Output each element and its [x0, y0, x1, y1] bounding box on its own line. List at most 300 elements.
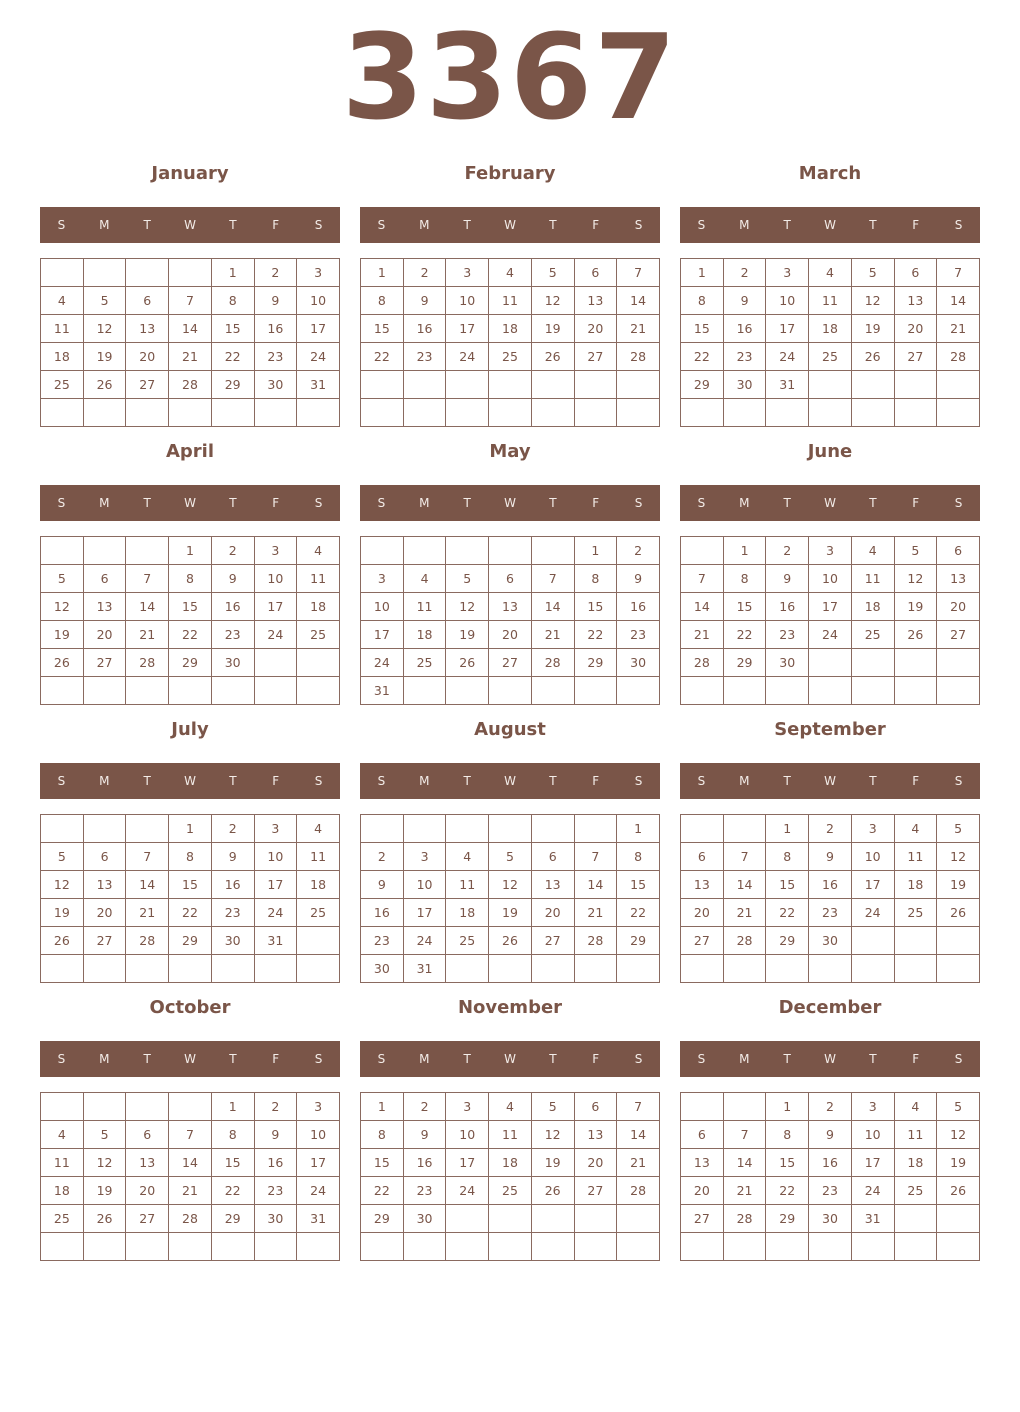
day-cell: 2 — [809, 815, 852, 843]
day-cell: 28 — [169, 371, 212, 399]
weekday-header — [40, 207, 340, 243]
day-cell: 18 — [809, 315, 852, 343]
day-cell: 31 — [254, 927, 297, 955]
empty-day-cell — [254, 649, 297, 677]
weekday-header — [680, 1041, 980, 1077]
empty-day-cell — [489, 537, 532, 565]
weekday-label: W — [824, 496, 836, 510]
day-cell: 8 — [361, 1121, 404, 1149]
day-cell: 12 — [851, 287, 894, 315]
day-cell: 15 — [723, 593, 766, 621]
week-row — [361, 871, 660, 899]
day-cell: 6 — [574, 1093, 617, 1121]
day-cell: 19 — [531, 1149, 574, 1177]
day-cell: 21 — [574, 899, 617, 927]
empty-day-cell — [809, 649, 852, 677]
day-cell: 12 — [531, 287, 574, 315]
month-name: March — [798, 163, 862, 184]
day-cell: 12 — [83, 1149, 126, 1177]
day-cell: 20 — [681, 1177, 724, 1205]
week-row — [681, 815, 980, 843]
weekday-label: W — [504, 1052, 516, 1066]
empty-day-cell — [403, 1233, 446, 1261]
week-row — [41, 259, 340, 287]
weekday-label: T — [463, 218, 471, 232]
day-cell: 27 — [83, 927, 126, 955]
week-row — [361, 1233, 660, 1261]
weekday-label: T — [783, 774, 791, 788]
weekday-label: S — [377, 774, 386, 788]
day-cell: 26 — [937, 899, 980, 927]
weekday-label: T — [229, 1052, 237, 1066]
empty-day-cell — [403, 537, 446, 565]
empty-day-cell — [211, 955, 254, 983]
day-cell: 21 — [531, 621, 574, 649]
weekday-label: S — [377, 218, 386, 232]
day-cell: 29 — [766, 1205, 809, 1233]
weekday-label: T — [869, 1052, 877, 1066]
day-cell: 21 — [681, 621, 724, 649]
day-cell: 27 — [574, 1177, 617, 1205]
week-row — [681, 1121, 980, 1149]
day-cell: 25 — [297, 621, 340, 649]
week-row — [681, 955, 980, 983]
day-cell: 22 — [211, 343, 254, 371]
day-cell: 7 — [531, 565, 574, 593]
day-cell: 29 — [169, 927, 212, 955]
empty-day-cell — [681, 1093, 724, 1121]
day-cell: 22 — [617, 899, 660, 927]
week-row — [681, 1233, 980, 1261]
day-cell: 27 — [126, 371, 169, 399]
day-cell: 4 — [894, 1093, 937, 1121]
day-cell: 27 — [894, 343, 937, 371]
day-cell: 6 — [894, 259, 937, 287]
day-cell: 28 — [723, 927, 766, 955]
day-cell: 1 — [169, 815, 212, 843]
day-cell: 16 — [809, 1149, 852, 1177]
day-cell: 3 — [809, 537, 852, 565]
weekday-label: F — [592, 496, 600, 510]
day-cell: 8 — [766, 1121, 809, 1149]
empty-day-cell — [446, 955, 489, 983]
day-cell: 8 — [361, 287, 404, 315]
month-name: January — [151, 163, 229, 184]
day-cell: 14 — [169, 1149, 212, 1177]
empty-day-cell — [809, 955, 852, 983]
empty-day-cell — [403, 677, 446, 705]
weekday-label: S — [697, 496, 706, 510]
weekday-label: T — [463, 1052, 471, 1066]
empty-day-cell — [83, 1093, 126, 1121]
day-cell: 5 — [851, 259, 894, 287]
day-grid — [40, 1092, 340, 1261]
day-cell: 22 — [169, 621, 212, 649]
day-cell: 1 — [211, 259, 254, 287]
day-cell: 15 — [361, 315, 404, 343]
week-row — [361, 315, 660, 343]
day-cell: 22 — [723, 621, 766, 649]
week-row — [681, 621, 980, 649]
day-cell: 21 — [617, 1149, 660, 1177]
week-row — [41, 1205, 340, 1233]
day-cell: 14 — [681, 593, 724, 621]
day-cell: 20 — [574, 1149, 617, 1177]
day-cell: 18 — [851, 593, 894, 621]
week-row — [361, 899, 660, 927]
empty-day-cell — [574, 399, 617, 427]
day-cell: 29 — [169, 649, 212, 677]
day-cell: 1 — [361, 1093, 404, 1121]
day-cell: 22 — [361, 1177, 404, 1205]
empty-day-cell — [809, 371, 852, 399]
weekday-label: M — [99, 496, 110, 510]
empty-day-cell — [723, 1093, 766, 1121]
day-cell: 9 — [617, 565, 660, 593]
empty-day-cell — [126, 815, 169, 843]
weekday-label: F — [592, 1052, 600, 1066]
weekday-label: W — [504, 496, 516, 510]
day-cell: 23 — [723, 343, 766, 371]
day-cell: 8 — [574, 565, 617, 593]
day-cell: 30 — [723, 371, 766, 399]
day-grid — [360, 1092, 660, 1261]
day-cell: 27 — [83, 649, 126, 677]
day-cell: 30 — [403, 1205, 446, 1233]
weekday-header — [40, 763, 340, 799]
week-row — [361, 649, 660, 677]
day-cell: 20 — [126, 1177, 169, 1205]
day-cell: 2 — [361, 843, 404, 871]
day-cell: 17 — [809, 593, 852, 621]
day-cell: 25 — [41, 1205, 84, 1233]
empty-day-cell — [446, 399, 489, 427]
day-cell: 23 — [809, 899, 852, 927]
month-name: November — [457, 997, 563, 1018]
day-cell: 21 — [937, 315, 980, 343]
day-cell: 16 — [723, 315, 766, 343]
weekday-label: T — [463, 496, 471, 510]
day-cell: 4 — [41, 1121, 84, 1149]
empty-day-cell — [446, 1205, 489, 1233]
empty-day-cell — [723, 815, 766, 843]
day-cell: 23 — [361, 927, 404, 955]
weekday-label: W — [184, 218, 196, 232]
week-row — [41, 1121, 340, 1149]
day-cell: 20 — [489, 621, 532, 649]
day-cell: 11 — [489, 287, 532, 315]
empty-day-cell — [489, 1233, 532, 1261]
empty-day-cell — [574, 815, 617, 843]
day-cell: 10 — [766, 287, 809, 315]
day-cell: 8 — [766, 843, 809, 871]
week-row — [681, 677, 980, 705]
day-cell: 17 — [851, 1149, 894, 1177]
day-grid — [680, 536, 980, 705]
weekday-label: S — [57, 774, 66, 788]
week-row — [681, 1149, 980, 1177]
day-cell: 24 — [361, 649, 404, 677]
empty-day-cell — [126, 677, 169, 705]
empty-day-cell — [41, 399, 84, 427]
day-cell: 25 — [851, 621, 894, 649]
empty-day-cell — [937, 677, 980, 705]
week-row — [41, 621, 340, 649]
week-row — [361, 1177, 660, 1205]
day-cell: 14 — [617, 1121, 660, 1149]
week-row — [361, 621, 660, 649]
day-cell: 11 — [41, 315, 84, 343]
day-cell: 14 — [723, 1149, 766, 1177]
day-cell: 20 — [681, 899, 724, 927]
day-cell: 30 — [809, 1205, 852, 1233]
day-cell: 15 — [766, 1149, 809, 1177]
weekday-label: S — [57, 218, 66, 232]
day-cell: 12 — [489, 871, 532, 899]
weekday-header — [40, 485, 340, 521]
day-cell: 10 — [403, 871, 446, 899]
day-cell: 9 — [723, 287, 766, 315]
weekday-label: F — [272, 218, 280, 232]
empty-day-cell — [574, 955, 617, 983]
day-cell: 16 — [211, 593, 254, 621]
empty-day-cell — [403, 815, 446, 843]
weekday-label: F — [272, 1052, 280, 1066]
week-row — [41, 815, 340, 843]
day-cell: 5 — [83, 287, 126, 315]
week-row — [361, 1121, 660, 1149]
week-row — [41, 871, 340, 899]
day-cell: 11 — [894, 843, 937, 871]
week-row — [361, 593, 660, 621]
week-row — [41, 537, 340, 565]
day-cell: 10 — [254, 565, 297, 593]
weekday-label: F — [912, 774, 920, 788]
empty-day-cell — [83, 399, 126, 427]
week-row — [41, 843, 340, 871]
day-cell: 17 — [446, 315, 489, 343]
day-cell: 30 — [809, 927, 852, 955]
day-cell: 17 — [403, 899, 446, 927]
day-cell: 24 — [254, 621, 297, 649]
day-cell: 12 — [894, 565, 937, 593]
day-cell: 11 — [489, 1121, 532, 1149]
empty-day-cell — [809, 399, 852, 427]
day-cell: 1 — [169, 537, 212, 565]
weekday-label: S — [697, 774, 706, 788]
weekday-label: W — [824, 218, 836, 232]
empty-day-cell — [937, 927, 980, 955]
empty-day-cell — [766, 399, 809, 427]
empty-day-cell — [937, 371, 980, 399]
day-cell: 15 — [681, 315, 724, 343]
day-cell: 29 — [574, 649, 617, 677]
month-name: April — [165, 441, 215, 462]
day-cell: 1 — [617, 815, 660, 843]
weekday-label: F — [912, 496, 920, 510]
day-cell: 19 — [41, 621, 84, 649]
empty-day-cell — [83, 955, 126, 983]
day-cell: 31 — [297, 371, 340, 399]
day-cell: 18 — [894, 871, 937, 899]
day-cell: 16 — [403, 1149, 446, 1177]
day-cell: 25 — [894, 1177, 937, 1205]
empty-day-cell — [723, 677, 766, 705]
weekday-label: M — [419, 1052, 430, 1066]
day-cell: 16 — [809, 871, 852, 899]
week-row — [681, 899, 980, 927]
day-cell: 24 — [446, 343, 489, 371]
day-cell: 3 — [297, 1093, 340, 1121]
day-cell: 10 — [297, 287, 340, 315]
day-cell: 27 — [489, 649, 532, 677]
day-cell: 21 — [617, 315, 660, 343]
empty-day-cell — [297, 677, 340, 705]
day-cell: 10 — [446, 287, 489, 315]
day-cell: 25 — [894, 899, 937, 927]
day-cell: 31 — [297, 1205, 340, 1233]
day-cell: 31 — [403, 955, 446, 983]
empty-day-cell — [41, 677, 84, 705]
empty-day-cell — [446, 1233, 489, 1261]
weekday-label: M — [739, 218, 750, 232]
day-cell: 10 — [254, 843, 297, 871]
week-row — [361, 1093, 660, 1121]
day-cell: 15 — [211, 1149, 254, 1177]
day-cell: 9 — [211, 843, 254, 871]
empty-day-cell — [937, 955, 980, 983]
weekday-label: S — [57, 1052, 66, 1066]
weekday-label: S — [634, 774, 643, 788]
day-cell: 8 — [617, 843, 660, 871]
weekday-header — [360, 763, 660, 799]
day-cell: 3 — [297, 259, 340, 287]
day-cell: 3 — [254, 537, 297, 565]
weekday-label: S — [314, 1052, 323, 1066]
empty-day-cell — [297, 955, 340, 983]
empty-day-cell — [169, 399, 212, 427]
empty-day-cell — [617, 371, 660, 399]
day-cell: 13 — [681, 1149, 724, 1177]
empty-day-cell — [446, 371, 489, 399]
day-cell: 5 — [937, 815, 980, 843]
day-cell: 2 — [403, 259, 446, 287]
day-cell: 27 — [937, 621, 980, 649]
day-cell: 19 — [937, 1149, 980, 1177]
weekday-header — [40, 1041, 340, 1077]
weekday-label: M — [739, 1052, 750, 1066]
week-row — [41, 287, 340, 315]
day-cell: 4 — [297, 537, 340, 565]
empty-day-cell — [41, 259, 84, 287]
day-cell: 19 — [41, 899, 84, 927]
weekday-label: F — [592, 774, 600, 788]
day-cell: 15 — [361, 1149, 404, 1177]
day-cell: 22 — [361, 343, 404, 371]
day-cell: 14 — [126, 871, 169, 899]
day-cell: 3 — [446, 259, 489, 287]
day-cell: 14 — [723, 871, 766, 899]
day-cell: 17 — [297, 1149, 340, 1177]
empty-day-cell — [446, 815, 489, 843]
day-cell: 9 — [361, 871, 404, 899]
day-cell: 26 — [851, 343, 894, 371]
day-cell: 7 — [723, 1121, 766, 1149]
day-cell: 14 — [531, 593, 574, 621]
day-cell: 21 — [723, 899, 766, 927]
day-cell: 17 — [254, 871, 297, 899]
weekday-label: W — [824, 1052, 836, 1066]
day-cell: 13 — [574, 1121, 617, 1149]
weekday-label: T — [549, 496, 557, 510]
empty-day-cell — [809, 677, 852, 705]
day-cell: 31 — [766, 371, 809, 399]
empty-day-cell — [851, 649, 894, 677]
weekday-label: M — [99, 1052, 110, 1066]
week-row — [681, 1177, 980, 1205]
week-row — [361, 371, 660, 399]
empty-day-cell — [531, 815, 574, 843]
day-cell: 8 — [723, 565, 766, 593]
weekday-label: S — [954, 774, 963, 788]
day-grid — [680, 1092, 980, 1261]
day-cell: 2 — [403, 1093, 446, 1121]
day-cell: 7 — [617, 259, 660, 287]
day-cell: 23 — [403, 1177, 446, 1205]
weekday-label: T — [143, 1052, 151, 1066]
empty-day-cell — [489, 815, 532, 843]
day-cell: 5 — [531, 1093, 574, 1121]
day-cell: 15 — [211, 315, 254, 343]
day-cell: 28 — [617, 343, 660, 371]
day-cell: 26 — [41, 927, 84, 955]
day-cell: 16 — [617, 593, 660, 621]
empty-day-cell — [126, 1233, 169, 1261]
week-row — [41, 955, 340, 983]
day-cell: 8 — [211, 287, 254, 315]
day-cell: 7 — [937, 259, 980, 287]
week-row — [361, 537, 660, 565]
day-cell: 18 — [297, 593, 340, 621]
weekday-label: S — [634, 496, 643, 510]
day-cell: 17 — [297, 315, 340, 343]
day-cell: 15 — [617, 871, 660, 899]
weekday-label: M — [99, 218, 110, 232]
day-cell: 27 — [574, 343, 617, 371]
day-cell: 1 — [766, 1093, 809, 1121]
empty-day-cell — [681, 1233, 724, 1261]
empty-day-cell — [851, 1233, 894, 1261]
day-cell: 13 — [126, 1149, 169, 1177]
day-cell: 13 — [574, 287, 617, 315]
weekday-label: T — [143, 218, 151, 232]
day-cell: 6 — [83, 565, 126, 593]
empty-day-cell — [169, 259, 212, 287]
weekday-header — [360, 1041, 660, 1077]
weekday-header — [680, 485, 980, 521]
day-cell: 5 — [489, 843, 532, 871]
day-cell: 15 — [169, 593, 212, 621]
month-name: June — [807, 441, 853, 462]
weekday-label: S — [314, 496, 323, 510]
day-cell: 29 — [211, 1205, 254, 1233]
weekday-label: T — [783, 218, 791, 232]
day-cell: 12 — [937, 843, 980, 871]
week-row — [41, 1093, 340, 1121]
day-cell: 28 — [574, 927, 617, 955]
empty-day-cell — [531, 955, 574, 983]
empty-day-cell — [361, 371, 404, 399]
